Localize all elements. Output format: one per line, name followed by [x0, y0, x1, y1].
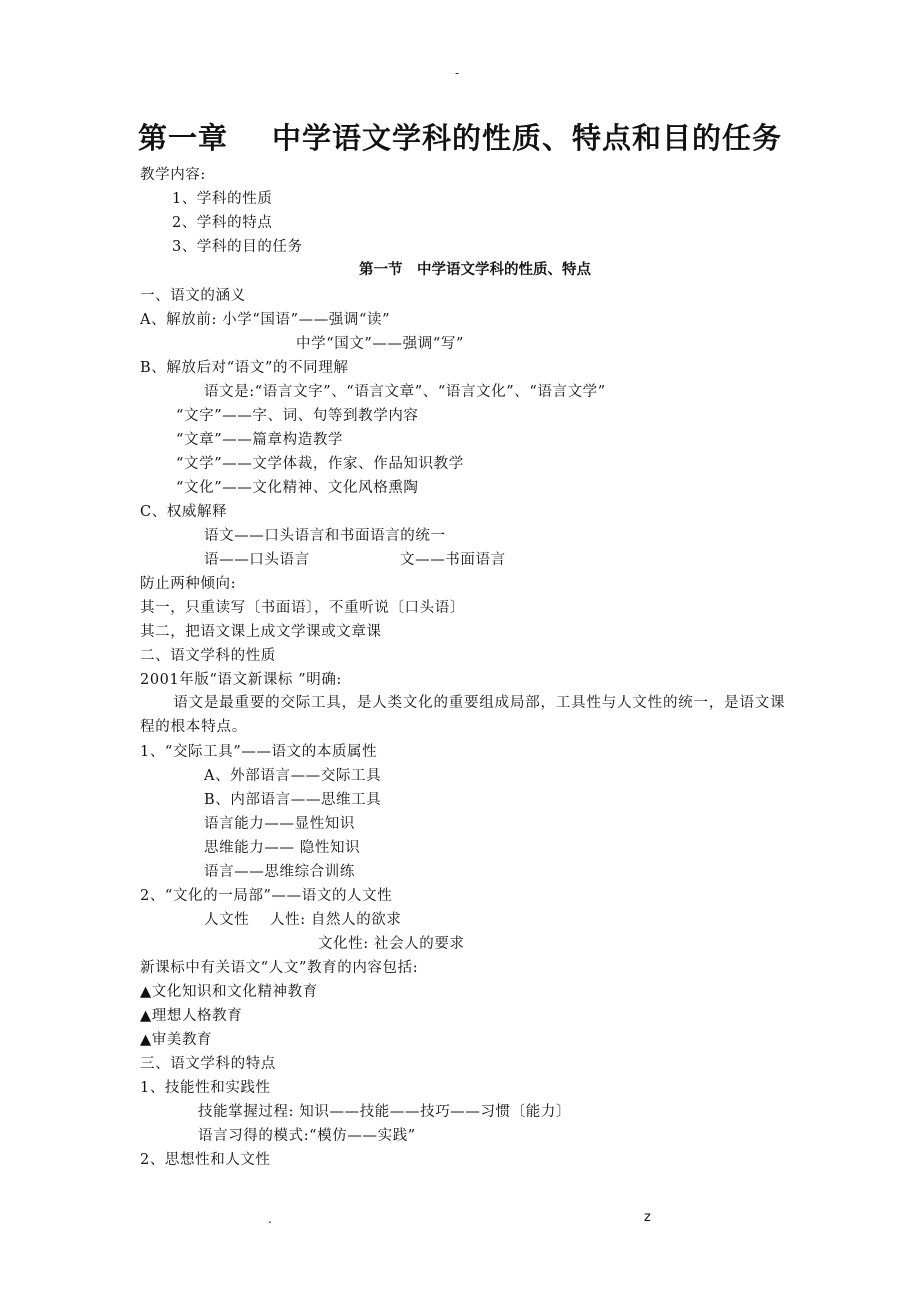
contents-label: 教学内容:	[140, 167, 206, 183]
meaning-b-item: “文章”——篇章构造教学	[176, 432, 344, 448]
nature-1-item: 思维能力—— 隐性知识	[204, 840, 361, 856]
heading-nature: 二、语文学科的性质	[140, 648, 276, 664]
heading-meaning: 一、语文的涵义	[140, 288, 246, 304]
nature-2-line1: 人性: 自然人的欲求	[270, 912, 402, 928]
chapter-title	[120, 118, 800, 158]
meaning-b-head: B、解放后对“语文”的不同理解	[140, 360, 349, 376]
humanity-item: ▲审美教育	[140, 1032, 213, 1048]
nature-1-head: 1、“交际工具”——语文的本质属性	[140, 744, 378, 760]
footer-dot: .	[268, 1212, 272, 1226]
chapter-number: 第一章	[137, 121, 228, 155]
chapter-title-text: 中学语文学科的性质、特点和目的任务	[272, 121, 783, 155]
nature-1-item: A、外部语言——交际工具	[204, 768, 382, 784]
meaning-b-item: “文学”——文学体裁，作家、作品知识教学	[176, 456, 464, 472]
nature-2-head: 2、“文化的一局部”——语文的人文性	[140, 888, 393, 904]
nature-1-item: 语言——思维综合训练	[204, 864, 355, 880]
meaning-b-item: “文化”——文化精神、文化风格熏陶	[176, 480, 419, 496]
meaning-c-line1: 语文——口头语言和书面语言的统一	[204, 528, 446, 544]
nature-2-label: 人文性	[204, 912, 250, 928]
tendency-head: 防止两种倾向:	[140, 576, 237, 592]
humanity-item: ▲理想人格教育	[140, 1008, 243, 1024]
heading-features: 三、语文学科的特点	[140, 1056, 276, 1072]
meaning-c-line2a: 语——口头语言	[204, 552, 310, 568]
contents-item: 2、学科的特点	[172, 215, 273, 231]
meaning-b-item: “文字”——字、词、句等到教学内容	[176, 408, 419, 424]
standard-paragraph: 语文是最重要的交际工具，是人类文化的重要组成局部，工具性与人文性的统一，是语文课程的根本特点。	[140, 695, 786, 735]
standard-head: 2001年版“语文新课标 ”明确:	[140, 672, 342, 688]
feature-1-line2: 语言习得的模式:“模仿——实践”	[198, 1128, 416, 1144]
meaning-b-def: 语文是:“语言文字”、“语言文章”、“语言文化”、“语言文学”	[204, 384, 606, 400]
feature-1-line1: 技能掌握过程: 知识——技能——技巧——习惯〔能力〕	[198, 1104, 572, 1120]
section-title: 第一节 中学语文学科的性质、特点	[359, 261, 591, 278]
feature-1-head: 1、技能性和实践性	[140, 1080, 271, 1096]
contents-item: 1、学科的性质	[172, 191, 273, 207]
header-mark: -	[455, 66, 460, 80]
nature-1-item: 语言能力——显性知识	[204, 816, 355, 832]
meaning-a-line2: 中学“国文”——强调“写”	[296, 336, 464, 352]
meaning-a-line1: A、解放前: 小学“国语”——强调“读”	[140, 312, 391, 328]
nature-1-item: B、内部语言——思维工具	[204, 792, 382, 808]
meaning-c-line2b: 文——书面语言	[400, 552, 506, 568]
humanity-item: ▲文化知识和文化精神教育	[140, 984, 318, 1000]
tendency-one: 其一，只重读写〔书面语〕，不重听说〔口头语〕	[140, 600, 465, 616]
tendency-two: 其二，把语文课上成文学课或文章课	[140, 624, 382, 640]
humanity-head: 新课标中有关语文“人文”教育的内容包括:	[140, 960, 419, 976]
contents-item: 3、学科的目的任务	[172, 239, 303, 255]
footer-letter: z	[644, 1210, 651, 1225]
feature-2-head: 2、思想性和人文性	[140, 1152, 271, 1168]
nature-2-line2: 文化性: 社会人的要求	[318, 936, 465, 952]
meaning-c-head: C、权威解释	[140, 504, 228, 520]
